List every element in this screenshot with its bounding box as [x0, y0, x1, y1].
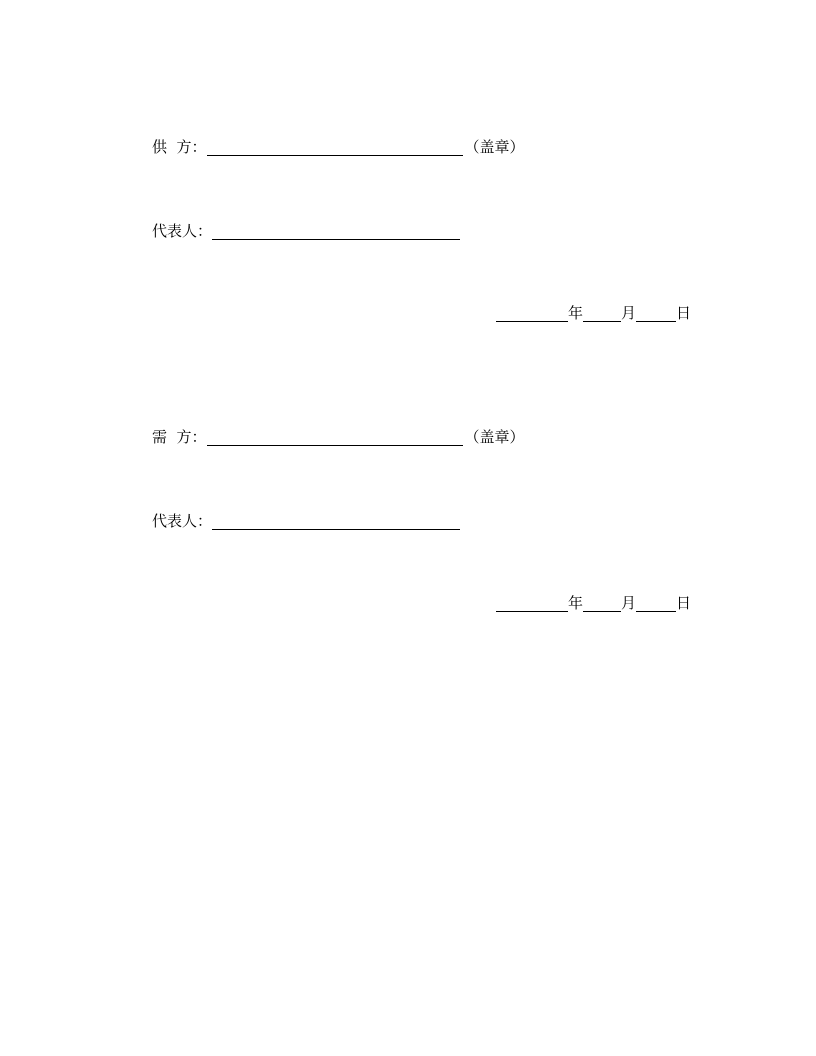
supplier-rep-line[interactable]: [212, 223, 460, 240]
buyer-rep-line[interactable]: [212, 513, 460, 530]
supplier-month-label: 月: [621, 304, 637, 322]
buyer-day-line[interactable]: [636, 595, 676, 612]
supplier-month-line[interactable]: [583, 305, 621, 322]
buyer-month-label: 月: [621, 594, 637, 612]
buyer-year-line[interactable]: [496, 595, 568, 612]
supplier-rep-row: [152, 222, 460, 240]
buyer-rep-label: 代表人：: [152, 512, 213, 530]
supplier-year-line[interactable]: [496, 305, 568, 322]
supplier-day-line[interactable]: [636, 305, 676, 322]
buyer-rep-row: [152, 512, 460, 530]
supplier-year-label: 年: [568, 304, 584, 322]
supplier-name-line[interactable]: [207, 139, 463, 156]
buyer-name-line[interactable]: [207, 429, 463, 446]
buyer-year-label: 年: [568, 594, 584, 612]
buyer-party-row: [152, 428, 525, 446]
supplier-party-row: [152, 138, 525, 156]
supplier-seal-label: （盖章）: [464, 138, 525, 156]
buyer-date-row: [496, 594, 691, 612]
supplier-rep-label: 代表人：: [152, 222, 213, 240]
buyer-party-label: 需 方：: [152, 428, 207, 446]
supplier-date-row: [496, 304, 691, 322]
supplier-party-label: 供 方：: [152, 138, 207, 156]
buyer-seal-label: （盖章）: [464, 428, 525, 446]
buyer-day-label: 日: [676, 594, 692, 612]
supplier-day-label: 日: [676, 304, 692, 322]
buyer-month-line[interactable]: [583, 595, 621, 612]
